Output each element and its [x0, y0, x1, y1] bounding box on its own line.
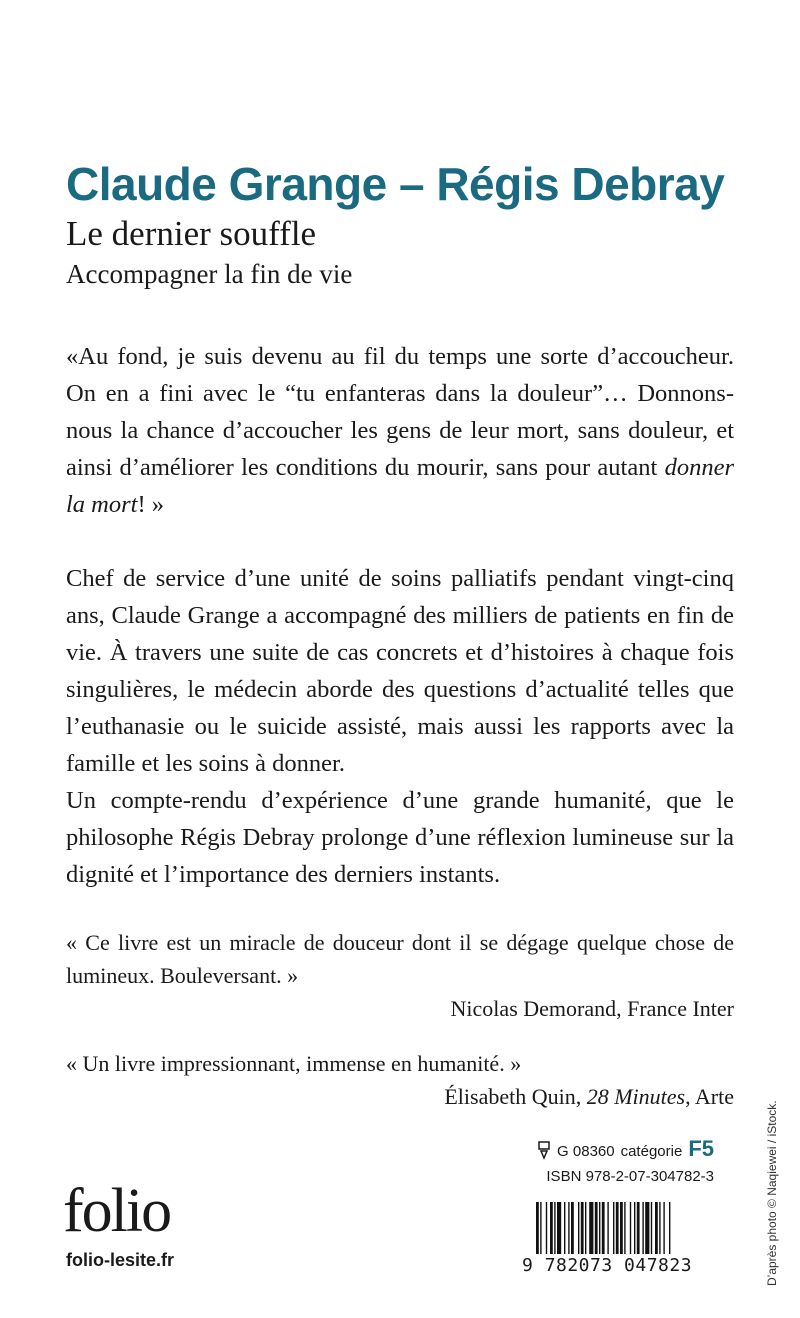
barcode-bar	[637, 1202, 640, 1254]
barcode-bar	[669, 1202, 670, 1254]
description-paragraph-1: Chef de service d’une unité de soins palliatifs pendant vingt-cinq ans, Claude Grange a accompagné des milliers de patients en fin de vie. À travers une suite de cas concrets et d’histoires à chaque fois singulières, le médecin aborde des questions d’actualité telles que l’euthanasie ou le suicide assisté, mais aussi les rapports avec la famille et les soins à donner.	[66, 565, 734, 777]
barcode-bar	[568, 1202, 569, 1254]
photo-credit: D’après photo © Naqiewei / iStock.	[765, 1100, 779, 1286]
review-1	[66, 926, 734, 1025]
epigraph-italic: donner la mort	[66, 454, 734, 518]
barcode-bar	[655, 1202, 658, 1254]
barcode-bar	[659, 1202, 660, 1254]
barcode-bar	[620, 1202, 623, 1254]
barcode-bar	[599, 1202, 600, 1254]
barcode-bars	[535, 1202, 717, 1254]
code-number: G 08360	[557, 1143, 615, 1160]
description-paragraph-2: Un compte-rendu d’expérience d’une grande humanité, que le philosophe Régis Debray prolonge d’une réflexion lumineuse sur la dignité et l’importance des derniers instants.	[66, 787, 734, 888]
barcode-bar	[557, 1202, 561, 1254]
barcode-bar	[651, 1202, 652, 1254]
book-title: Le dernier souffle	[66, 214, 317, 253]
authors-heading: Claude Grange – Régis Debray	[66, 158, 725, 210]
epigraph-text-end: ! »	[137, 491, 165, 518]
review-quote: « Un livre impressionnant, immense en humanité. »	[66, 1051, 522, 1076]
barcode-bar	[645, 1202, 649, 1254]
review-attribution-start: Élisabeth Quin,	[444, 1084, 587, 1109]
epigraph	[66, 338, 734, 523]
category-code: F5	[688, 1136, 714, 1161]
barcode-digits: 9 782073 047823	[522, 1255, 693, 1276]
barcode-bar	[564, 1202, 565, 1254]
barcode-bar	[536, 1202, 539, 1254]
publisher-website: folio-lesite.fr	[66, 1250, 175, 1270]
epigraph-text-start: «Au fond, je suis devenu au fil du temps une sorte d’accoucheur. On en a fini avec le “tu enfanteras dans la douleur”… Donnons-nous la chance d’accoucher les gens de leur mort, sans douleur, et ainsi d’améliorer les conditions du mourir, sans pour autant	[66, 343, 734, 481]
barcode-bar	[540, 1202, 541, 1254]
barcode-bar	[624, 1202, 625, 1254]
barcode-bar	[585, 1202, 586, 1254]
review-quote: « Ce livre est un miracle de douceur dont il se dégage quelque chose de lumineux. Bouleversant. »	[66, 930, 734, 988]
price-codes	[474, 1138, 714, 1185]
barcode-bar	[581, 1202, 584, 1254]
barcode-bar	[634, 1202, 635, 1254]
book-subtitle: Accompagner la fin de vie	[66, 259, 353, 289]
review-attribution: Nicolas Demorand, France Inter	[450, 996, 734, 1021]
recycle-icon	[537, 1140, 551, 1160]
barcode-bar	[663, 1202, 664, 1254]
review-attribution-italic: 28 Minutes	[586, 1084, 686, 1109]
barcode-bar	[613, 1202, 614, 1254]
review-attribution	[66, 1080, 734, 1113]
barcode-bar	[571, 1202, 574, 1254]
barcode-bar	[616, 1202, 619, 1254]
barcode-bar	[630, 1202, 631, 1254]
barcode-bar	[595, 1202, 598, 1254]
barcode-bar	[589, 1202, 593, 1254]
barcode-bar	[642, 1202, 643, 1254]
barcode-bar	[546, 1202, 547, 1254]
barcode-bar	[578, 1202, 579, 1254]
epigraph-text	[66, 338, 734, 523]
folio-logo: folio	[63, 1177, 171, 1245]
isbn: ISBN 978-2-07-304782-3	[546, 1168, 714, 1185]
barcode-bar	[550, 1202, 553, 1254]
description	[66, 560, 734, 893]
category-label: catégorie	[620, 1143, 683, 1160]
barcode-bar	[602, 1202, 605, 1254]
review-attribution-end: , Arte	[685, 1084, 734, 1109]
barcode-bar	[554, 1202, 555, 1254]
review-2	[66, 1047, 734, 1113]
barcode-bar	[607, 1202, 608, 1254]
